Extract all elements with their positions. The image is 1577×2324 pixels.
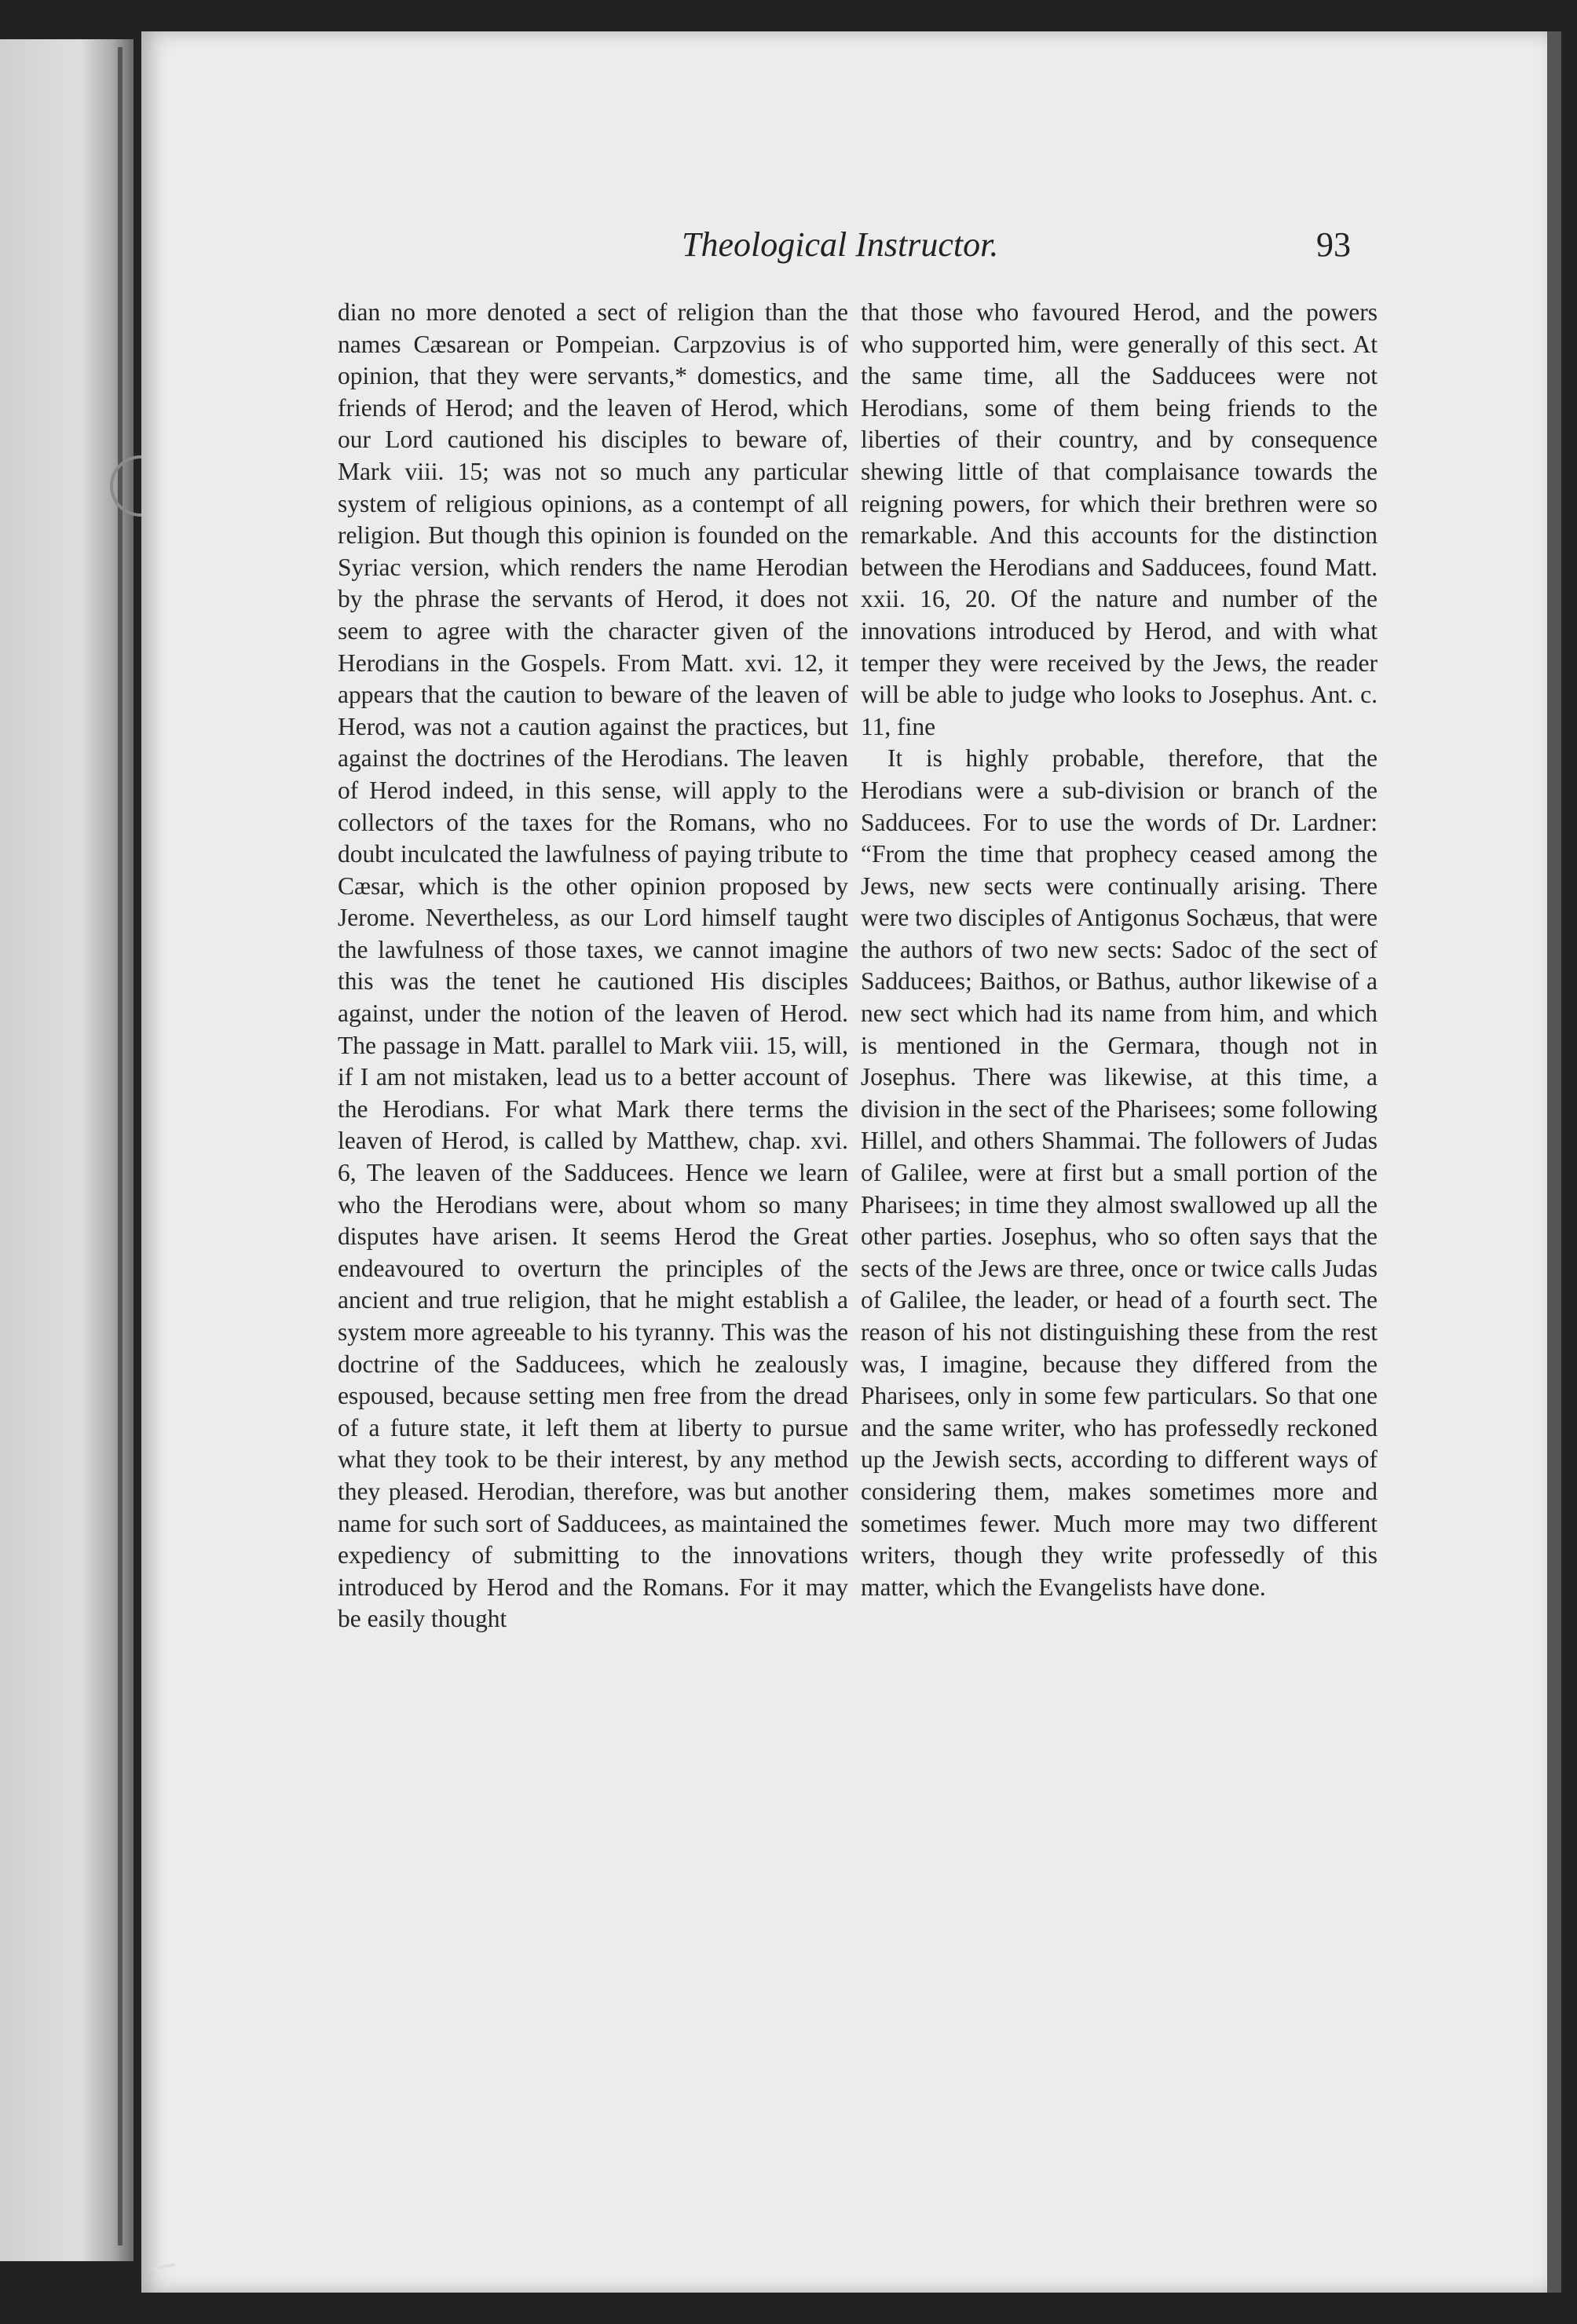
right-paragraph-2: It is highly probable, therefore, that the Herodians were a sub-division or branch of the Sadducees. For to use the words of Dr. Lardner: “From the time that prophecy ceased among the Jews, new sects were continually arising. There were two disciples of Antigonus Sochæus, that were the authors of two new sects: Sadoc of the sect of Sadducees; Baithos, or Bathus, author likewise of a new sect which had its name from him, and which is mentioned in the Germara, though not in Josephus. There was likewise, at this time, a division in the sect of the Pharisees; some following Hillel, and others Shammai. The followers of Judas of Galilee, were at first but a small portion of the Pharisees; in time they almost swallowed up all the other parties. Josephus, who so often says that the sects of the Jews are three, once or twice calls Judas of Galilee, the leader, or head of a fourth sect. The reason of his not distinguishing these from the rest was, I imagine, because they differed from the Pharisees, only in some few particulars. So that one and the same writer, who has professedly reckoned up the Jewish sects, according to different ways of considering them, makes sometimes more and sometimes fewer. Much more may two different writers, though they write professedly of this matter, which the Evangelists have done. [861, 744, 1378, 1601]
binding-shadow [118, 47, 123, 2245]
left-text-column [338, 297, 848, 1635]
page-right-shadow [1547, 31, 1561, 2293]
page-number: 93 [1316, 225, 1351, 264]
running-title: Theological Instructor. [682, 225, 999, 264]
running-header [660, 225, 1367, 280]
facing-page-edge [0, 39, 134, 2261]
left-paragraph-1: dian no more denoted a sect of religion than the names Cæsarean or Pompeian. Carpzovius is of opinion, that they were servants,* domestics, and friends of Herod; and the leaven of Herod, which our Lord cautioned his disciples to beware of, Mark viii. 15; was not so much any particular system of religious opinions, as a contempt of all religion. But though this opinion is founded on the Syriac version, which renders the name Herodian by the phrase the servants of Herod, it does not seem to agree with the character given of the Herodians in the Gospels. From Matt. xvi. 12, it appears that the caution to beware of the leaven of Herod, was not a caution against the practices, but against the doctrines of the Herodians. The leaven of Herod indeed, in this sense, will apply to the collectors of the taxes for the Romans, who no doubt inculcated the lawfulness of paying tribute to Cæsar, which is the other opinion proposed by Jerome. Nevertheless, as our Lord himself taught the lawfulness of those taxes, we cannot imagine this was the tenet he cautioned His disciples against, under the notion of the leaven of Herod. The passage in Matt. parallel to Mark viii. 15, will, if I am not mistaken, lead us to a better account of the Herodians. For what Mark there terms the leaven of Herod, is called by Matthew, chap. xvi. 6, The leaven of the Sadducees. Hence we learn who the Herodians were, about whom so many disputes have arisen. It seems Herod the Great endeavoured to overturn the principles of the ancient and true religion, that he might establish a system more agreeable to his tyranny. This was the doctrine of the Sadducees, which he zealously espoused, because setting men free from the dread of a future state, it left them at liberty to pursue what they took to be their interest, by any method they pleased. Herodian, therefore, was but another name for such sort of Sadducees, as maintained the expediency of submitting to the innovations introduced by Herod and the Romans. For it may be easily thought [338, 298, 848, 1633]
right-paragraph-1: that those who favoured Herod, and the powers who supported him, were generally of this sect. At the same time, all the Sadducees were not Herodians, some of them being friends to the liberties of their country, and by consequence shewing little of that complaisance towards the reigning powers, for which their brethren were so remarkable. And this accounts for the distinction between the Herodians and Sadducees, found Matt. xxii. 16, 20. Of the nature and number of the innovations introduced by Herod, and with what temper they were received by the Jews, the reader will be able to judge who looks to Josephus. Ant. c. 11, fine [861, 298, 1378, 740]
right-text-column [861, 297, 1378, 1603]
